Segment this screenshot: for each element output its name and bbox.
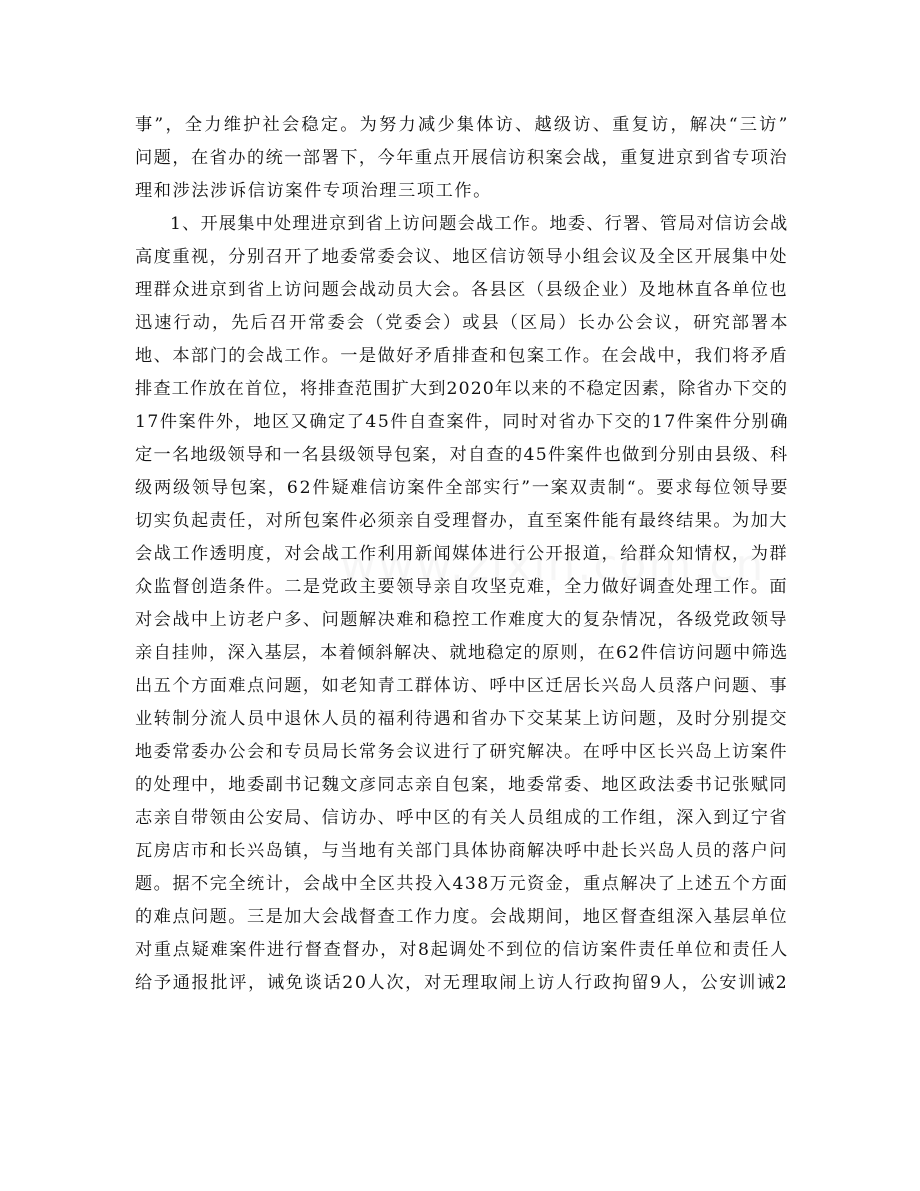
text-line: 高度重视，分别召开了地委常委会议、地区信访领导小组会议及全区开展集中处 — [135, 247, 789, 267]
text-line: 地委常委办公会和专员局长常务会议进行了研究解决。在呼中区长兴岛上访案件 — [135, 742, 789, 762]
text-line: 志亲自带领由公安局、信访办、呼中区的有关人员组成的工作组，深入到辽宁省 — [135, 808, 789, 828]
text-line: 亲自挂帅，深入基层，本着倾斜解决、就地稳定的原则，在62件信访问题中筛选 — [135, 643, 789, 663]
text-line: 众监督创造条件。二是党政主要领导亲自攻坚克难，全力做好调查处理工作。面 — [135, 577, 789, 597]
text-line: 业转制分流人员中退休人员的福利待遇和省办下交某某上访问题，及时分别提交 — [135, 709, 789, 729]
text-line: 17件案件外，地区又确定了45件自查案件，同时对省办下交的17件案件分别确 — [135, 412, 789, 432]
text-line: 迅速行动，先后召开常委会（党委会）或县（区局）长办公会议，研究部署本 — [135, 313, 790, 333]
text-line: 题。据不完全统计，会战中全区共投入438万元资金，重点解决了上述五个方面 — [135, 874, 789, 894]
text-line: 定一名地级领导和一名县级领导包案，对自查的45件案件也做到分别由县级、科 — [135, 445, 789, 465]
text-line: 会战工作透明度，对会战工作利用新闻媒体进行公开报道，给群众知情权，为群 — [135, 544, 789, 564]
text-line: 给予通报批评，诫免谈话20人次，对无理取闹上访人行政拘留9人，公安训诫2 — [135, 973, 789, 993]
text-line: 1、开展集中处理进京到省上访问题会战工作。地委、行署、管局对信访会战 — [170, 214, 789, 234]
text-line: 地、本部门的会战工作。一是做好矛盾排查和包案工作。在会战中，我们将矛盾 — [135, 346, 789, 366]
text-line: 的难点问题。三是加大会战督查工作力度。会战期间，地区督查组深入基层单位 — [135, 907, 789, 927]
text-line: 对重点疑难案件进行督查督办，对8起调处不到位的信访案件责任单位和责任人 — [135, 940, 789, 960]
text-line: 排查工作放在首位，将排查范围扩大到2020年以来的不稳定因素，除省办下交的 — [135, 379, 789, 399]
text-line: 瓦房店市和长兴岛镇，与当地有关部门具体协商解决呼中赴长兴岛人员的落户问 — [135, 841, 789, 861]
text-line: 对会战中上访老户多、问题解决难和稳控工作难度大的复杂情况，各级党政领导 — [135, 610, 789, 630]
text-line: 的处理中，地委副书记魏文彦同志亲自包案，地委常委、地区政法委书记张赋同 — [135, 775, 789, 795]
text-line: 出五个方面难点问题，如老知青工群体访、呼中区迁居长兴岛人员落户问题、事 — [135, 676, 789, 696]
text-line: 理群众进京到省上访问题会战动员大会。各县区（县级企业）及地林直各单位也 — [135, 280, 789, 300]
text-line: 事”，全力维护社会稳定。为努力减少集体访、越级访、重复访，解决“三访” — [135, 115, 790, 135]
text-line: 切实负起责任，对所包案件必须亲自受理督办，直至案件能有最终结果。为加大 — [135, 511, 789, 531]
text-line: 问题，在省办的统一部署下，今年重点开展信访积案会战，重复进京到省专项治 — [135, 148, 789, 168]
text-line: 级两级领导包案，62件疑难信访案件全部实行”一案双责制“。要求每位领导要 — [135, 478, 790, 498]
text-line: 理和涉法涉诉信访案件专项治理三项工作。 — [135, 181, 492, 201]
